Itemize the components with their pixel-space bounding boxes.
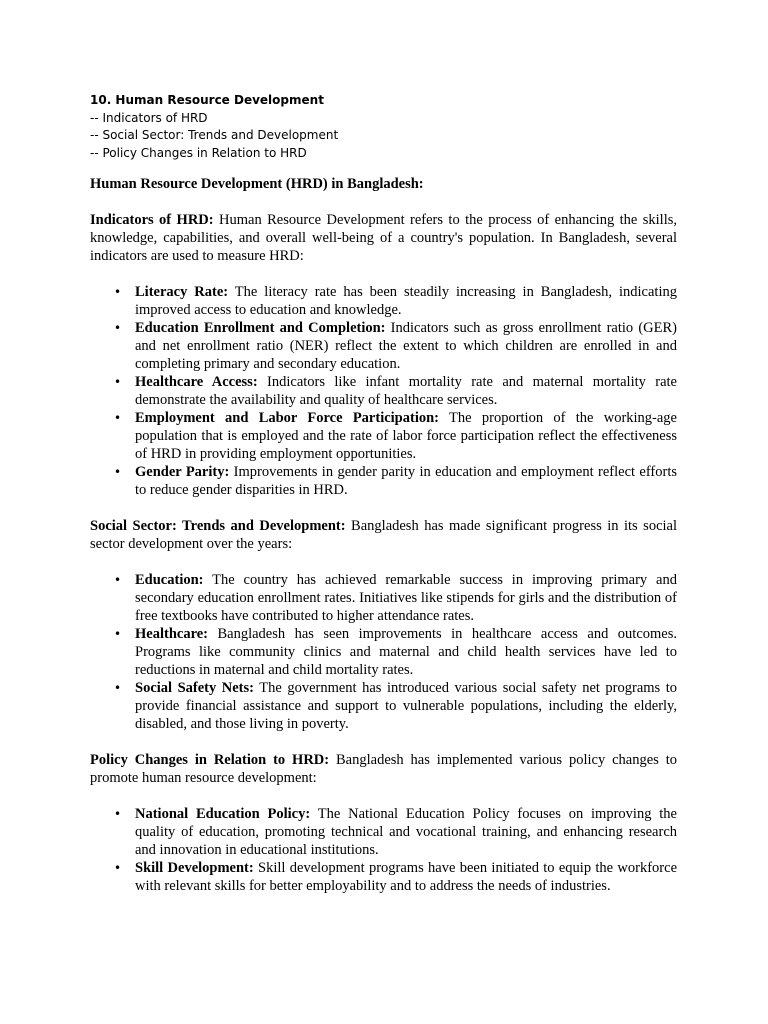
list-item	[90, 463, 677, 499]
item-text: Indicators such as gross enrollment ratio (GER) and net enrollment ratio (NER) reflect the extent to which children are enrolled in and completing primary and secondary education.	[135, 320, 677, 372]
social-paragraph	[90, 517, 677, 553]
list-item	[90, 625, 677, 679]
social-heading: Social Sector: Trends and Development:	[90, 518, 346, 534]
bullet-icon: •	[114, 573, 122, 587]
outline-item: -- Social Sector: Trends and Development	[90, 128, 339, 142]
item-label: Education:	[135, 572, 204, 588]
item-text: The literacy rate has been steadily increasing in Bangladesh, indicating improved access to education and knowledge.	[135, 284, 677, 318]
list-item	[90, 373, 677, 409]
section-outline	[90, 92, 677, 162]
policy-intro: Bangladesh has implemented various policy changes to promote human resource development:	[90, 752, 677, 786]
document-title: Human Resource Development (HRD) in Bangladesh:	[90, 176, 424, 192]
social-list	[90, 571, 677, 733]
item-label: Employment and Labor Force Participation:	[135, 410, 440, 426]
item-label: Education Enrollment and Completion:	[135, 320, 386, 336]
item-text: Bangladesh has seen improvements in healthcare access and outcomes. Programs like community clinics and maternal and child health services have led to reductions in maternal and child mortality rates.	[135, 626, 677, 678]
item-text: The country has achieved remarkable success in improving primary and secondary education enrollment rates. Initiatives like stipends for girls and the distribution of free textbooks have contributed to higher attendance rates.	[135, 572, 677, 624]
bullet-icon: •	[114, 627, 122, 641]
list-item	[90, 319, 677, 373]
list-item	[90, 805, 677, 859]
outline-item: -- Policy Changes in Relation to HRD	[90, 145, 307, 160]
item-text: The government has introduced various social safety net programs to provide financial assistance and support to vulnerable populations, including the elderly, disabled, and those living in poverty.	[135, 680, 678, 732]
document-body	[90, 92, 677, 913]
bullet-icon: •	[114, 681, 122, 695]
bullet-icon: •	[114, 375, 122, 389]
list-item	[90, 283, 677, 319]
list-item	[90, 409, 677, 463]
item-label: Social Safety Nets:	[135, 680, 254, 696]
bullet-icon: •	[114, 285, 122, 299]
bullet-icon: •	[114, 321, 122, 335]
policy-heading: Policy Changes in Relation to HRD:	[90, 752, 330, 768]
indicators-list	[90, 283, 677, 499]
item-text: The National Education Policy focuses on improving the quality of education, promoting technical and vocational training, and enhancing research and innovation in educational institutions.	[135, 806, 677, 858]
list-item	[90, 679, 677, 733]
policy-paragraph	[90, 751, 677, 787]
indicators-intro: Human Resource Development refers to the process of enhancing the skills, knowledge, capabilities, and overall well-being of a country's population. In Bangladesh, several indicators are used to measure HRD:	[90, 212, 677, 264]
bullet-icon: •	[114, 861, 122, 875]
item-label: Healthcare Access:	[135, 374, 258, 390]
item-label: Skill Development:	[135, 860, 254, 876]
list-item	[90, 571, 677, 625]
bullet-icon: •	[114, 807, 122, 821]
outline-title: 10. Human Resource Development	[90, 93, 324, 107]
bullet-icon: •	[114, 465, 122, 479]
indicators-heading: Indicators of HRD:	[90, 212, 214, 228]
item-text: Improvements in gender parity in education and employment reflect efforts to reduce gender disparities in HRD.	[135, 464, 677, 498]
item-text: The proportion of the working-age population that is employed and the rate of labor force participation reflect the effectiveness of HRD in providing employment opportunities.	[135, 410, 677, 462]
item-text: Indicators like infant mortality rate and maternal mortality rate demonstrate the availability and quality of healthcare services.	[135, 374, 677, 408]
main-text	[90, 175, 677, 895]
item-label: Gender Parity:	[135, 464, 230, 480]
outline-item: -- Indicators of HRD	[90, 110, 208, 125]
list-item	[90, 859, 677, 895]
item-label: National Education Policy:	[135, 806, 311, 822]
item-text: Skill development programs have been initiated to equip the workforce with relevant skills for better employability and to address the needs of industries.	[135, 860, 678, 894]
item-label: Literacy Rate:	[135, 284, 229, 300]
policy-list	[90, 805, 677, 895]
indicators-paragraph	[90, 211, 677, 265]
bullet-icon: •	[114, 411, 122, 425]
social-intro: Bangladesh has made significant progress in its social sector development over the years:	[90, 518, 677, 552]
item-label: Healthcare:	[135, 626, 209, 642]
